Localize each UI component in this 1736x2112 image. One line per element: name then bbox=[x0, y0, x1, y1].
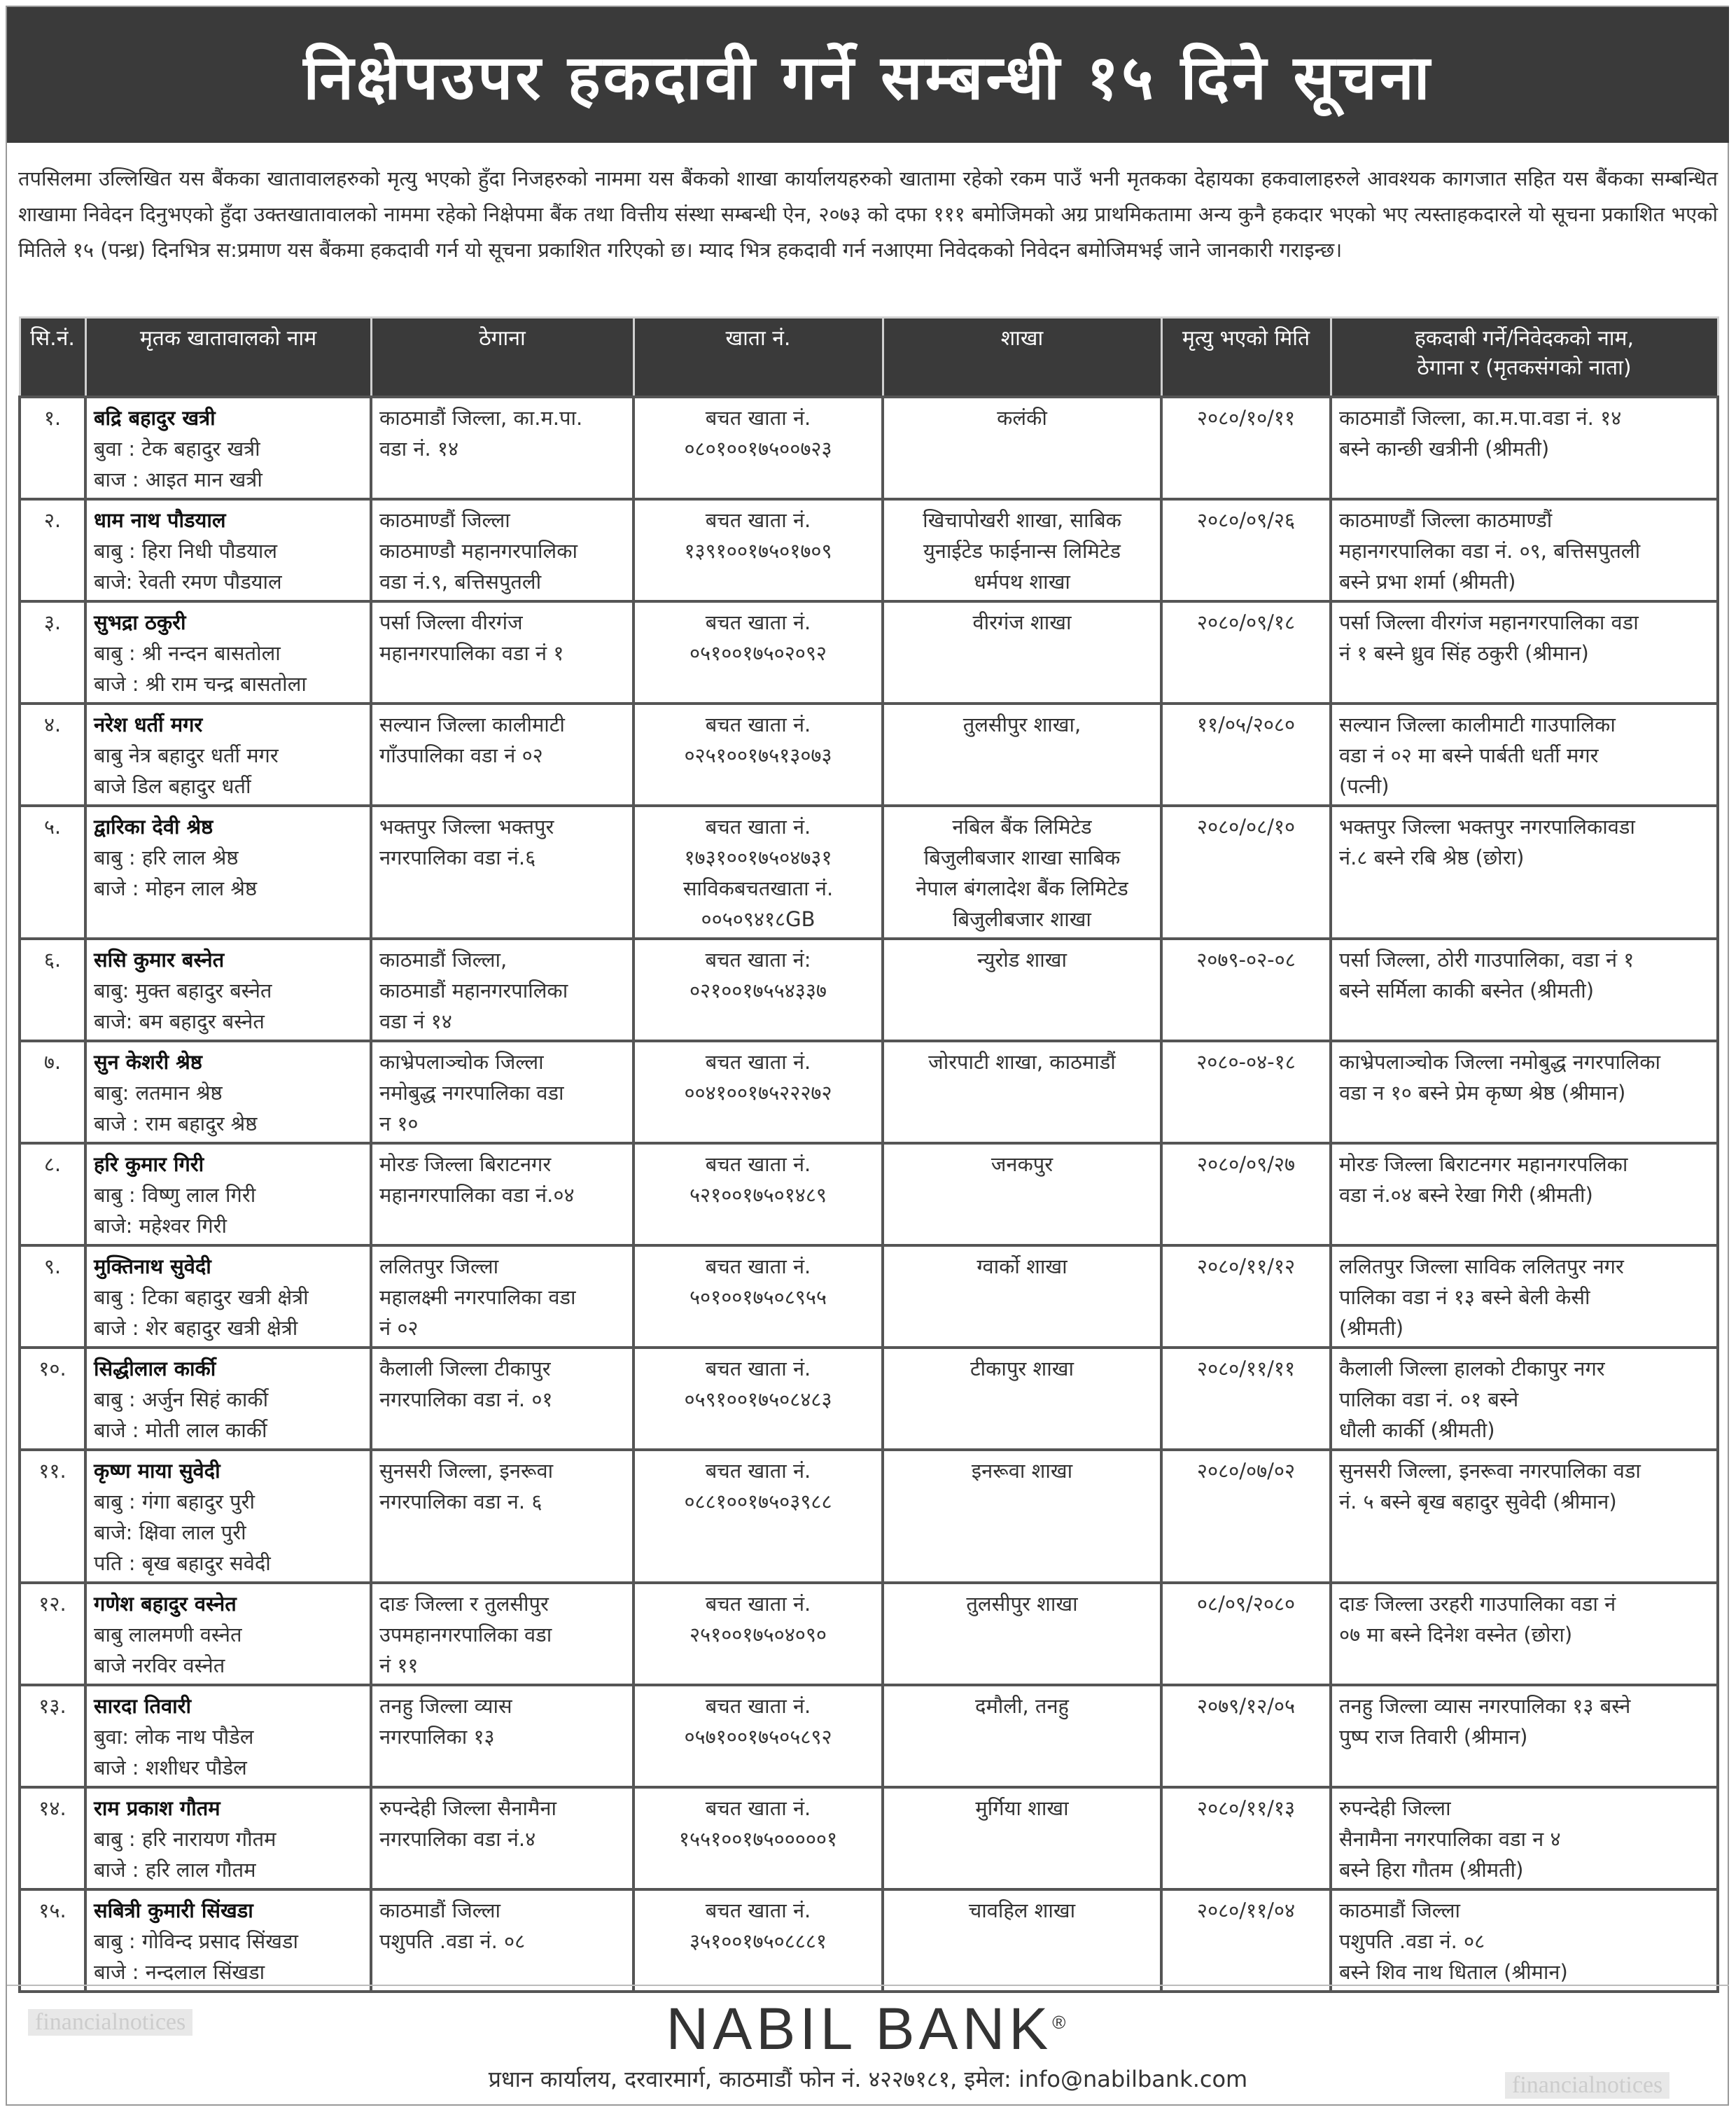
table-row bbox=[20, 601, 1718, 704]
serial-number: १५. bbox=[20, 1889, 85, 1992]
death-date-cell: ०८/०९/२०८० bbox=[1161, 1583, 1331, 1685]
account-number-cell: बचत खाता नं. ०५७१००१७५०५८९२ bbox=[634, 1685, 883, 1787]
table-row bbox=[20, 1787, 1718, 1889]
claimant-cell: पर्सा जिल्ला वीरगंज महानगरपालिका वडा नं १ बस्ने ध्रुव सिंह ठकुरी (श्रीमान) bbox=[1331, 601, 1718, 704]
deceased-name-cell bbox=[85, 499, 371, 601]
relatives: बाबु: लतमान श्रेष्ठ बाजे : राम बहादुर श्रेष्ठ bbox=[94, 1081, 258, 1135]
deceased-name-cell bbox=[85, 939, 371, 1041]
relatives: बाबु : अर्जुन सिहं कार्की बाजे : मोती लाल कार्की bbox=[94, 1387, 269, 1442]
branch-cell: मुर्गिया शाखा bbox=[883, 1787, 1161, 1889]
header-serial: सि.नं. bbox=[20, 318, 85, 398]
branch-cell: वीरगंज शाखा bbox=[883, 601, 1161, 704]
table-row bbox=[20, 1348, 1718, 1450]
relatives: बाबु : हरि नारायण गौतम बाजे : हरि लाल गौतम bbox=[94, 1827, 276, 1882]
death-date-cell: २०८०/११/१२ bbox=[1161, 1245, 1331, 1348]
deceased-name-cell bbox=[85, 1787, 371, 1889]
death-date-cell: २०८०-०४-१८ bbox=[1161, 1041, 1331, 1143]
address-cell: काठमाडौं जिल्ला पशुपति .वडा नं. ०८ bbox=[371, 1889, 634, 1992]
branch-cell: चावहिल शाखा bbox=[883, 1889, 1161, 1992]
serial-number: १३. bbox=[20, 1685, 85, 1787]
address-cell: सल्यान जिल्ला कालीमाटी गाँउपालिका वडा नं ०२ bbox=[371, 704, 634, 806]
table-row bbox=[20, 1245, 1718, 1348]
deceased-name-cell bbox=[85, 1450, 371, 1583]
serial-number: ४. bbox=[20, 704, 85, 806]
relatives: बाबु : श्री नन्दन बासतोला बाजे : श्री राम चन्द्र बासतोला bbox=[94, 641, 307, 696]
serial-number: ७. bbox=[20, 1041, 85, 1143]
address-cell: रुपन्देही जिल्ला सैनामैना नगरपालिका वडा नं.४ bbox=[371, 1787, 634, 1889]
branch-cell: ग्वार्को शाखा bbox=[883, 1245, 1161, 1348]
death-date-cell: २०८०/०९/१८ bbox=[1161, 601, 1331, 704]
claimant-cell: भक्तपुर जिल्ला भक्तपुर नगरपालिकावडा नं.८ बस्ने रबि श्रेष्ठ (छोरा) bbox=[1331, 806, 1718, 939]
branch-cell: जोरपाटी शाखा, काठमाडौं bbox=[883, 1041, 1161, 1143]
deceased-name-cell bbox=[85, 1889, 371, 1992]
relatives: बाबु : टिका बहादुर खत्री क्षेत्री बाजे : शेर बहादुर खत्री क्षेत्री bbox=[94, 1285, 309, 1340]
deceased-name: सिद्धीलाल कार्की bbox=[94, 1357, 216, 1380]
deceased-name: सुन केशरी श्रेष्ठ bbox=[94, 1050, 202, 1074]
table-row bbox=[20, 1889, 1718, 1992]
claimant-cell: दाङ जिल्ला उरहरी गाउपालिका वडा नं ०७ मा बस्ने दिनेश वस्नेत (छोरा) bbox=[1331, 1583, 1718, 1685]
claimant-cell: सुनसरी जिल्ला, इनरूवा नगरपालिका वडा नं. ५ बस्ने बृख बहादुर सुवेदी (श्रीमान) bbox=[1331, 1450, 1718, 1583]
header-branch: शाखा bbox=[883, 318, 1161, 398]
table-row bbox=[20, 1143, 1718, 1245]
relatives: बुवा: लोक नाथ पौडेल बाजे : शशीधर पौडेल bbox=[94, 1725, 254, 1779]
relatives: बाबु : हिरा निधी पौडयाल बाजे: रेवती रमण पौडयाल bbox=[94, 539, 282, 594]
registered-mark: ® bbox=[1052, 2012, 1070, 2033]
deceased-name: राम प्रकाश गौतम bbox=[94, 1796, 220, 1820]
deceased-name: गणेश बहादुर वस्नेत bbox=[94, 1592, 237, 1616]
deceased-name-cell bbox=[85, 1685, 371, 1787]
serial-number: ११. bbox=[20, 1450, 85, 1583]
relatives: बाबु : विष्णु लाल गिरी बाजे: महेश्वर गिरी bbox=[94, 1183, 256, 1238]
branch-cell: दमौली, तनहु bbox=[883, 1685, 1161, 1787]
intro-paragraph: तपसिलमा उल्लिखित यस बैंकका खातावालहरुको मृत्यु भएको हुँदा निजहरुको नाममा यस बैंकको शाखा कार्यालयहरुको खातामा रहेको रकम पाउँ भनी मृतकका देहायका हकवालाहरुले आवश्यक कागजात सहित यस बैंकका सम्बन्धित शाखामा निवेदन दिनुभएको हुँदा उक्तखातावालको नाममा रहेको निक्षेपमा बैंक तथा वित्तीय संस्था सम्बन्धी ऐन, २०७३ को दफा १११ बमोजिमको अग्र प्राथमिकतामा अन्य कुनै हकदार भएको भए त्यस्ताहकदारले यो सूचना प्रकाशित भएको मितिले १५ (पन्ध्र) दिनभित्र स:प्रमाण यस बैंकमा हकदावी गर्न यो सूचना प्रकाशित गरिएको छ। म्याद भित्र हकदावी गर्न नआएमा निवेदकको निवेदन बमोजिमभई जाने जानकारी गराइन्छ। bbox=[18, 167, 1718, 262]
footer-divider bbox=[7, 1985, 1729, 1986]
claimant-cell: कैलाली जिल्ला हालको टीकापुर नगर पालिका वडा नं. ०१ बस्ने धौली कार्की (श्रीमती) bbox=[1331, 1348, 1718, 1450]
account-number-cell: बचत खाता नं. ५०१००१७५०८९५५ bbox=[634, 1245, 883, 1348]
claimant-cell: काठमाडौं जिल्ला, का.म.पा.वडा नं. १४ बस्ने कान्छी खत्रीनी (श्रीमती) bbox=[1331, 397, 1718, 499]
deceased-name: द्वारिका देवी श्रेष्ठ bbox=[94, 815, 214, 839]
watermark: financialnotices bbox=[28, 2009, 192, 2036]
account-number-cell: बचत खाता नं. ००४१००१७५२२२७२ bbox=[634, 1041, 883, 1143]
account-number-cell: बचत खाता नं. ०८८१००१७५०३९८८ bbox=[634, 1450, 883, 1583]
deceased-name-cell bbox=[85, 1583, 371, 1685]
nabil-bank-logo bbox=[0, 1995, 1736, 2063]
death-date-cell: २०८०/०७/०२ bbox=[1161, 1450, 1331, 1583]
deceased-name-cell bbox=[85, 1041, 371, 1143]
address-cell: काठमाडौं जिल्ला, का.म.पा. वडा नं. १४ bbox=[371, 397, 634, 499]
relatives: बाबु : गंगा बहादुर पुरी बाजे: क्षिवा लाल पुरी पति : बृख बहादुर सवेदी bbox=[94, 1490, 271, 1575]
deceased-name-cell bbox=[85, 397, 371, 499]
header-death-date: मृत्यु भएको मिति bbox=[1161, 318, 1331, 398]
deceased-name: सबित्री कुमारी सिंखडा bbox=[94, 1898, 253, 1922]
death-date-cell: २०८०/०९/२६ bbox=[1161, 499, 1331, 601]
address-cell: भक्तपुर जिल्ला भक्तपुर नगरपालिका वडा नं.६ bbox=[371, 806, 634, 939]
deceased-name: धाम नाथ पौडयाल bbox=[94, 508, 226, 532]
death-date-cell: २०८०/११/११ bbox=[1161, 1348, 1331, 1450]
address-cell: काठमाण्डौं जिल्ला काठमाण्डौ महानगरपालिका वडा नं.९, बत्तिसपुतली bbox=[371, 499, 634, 601]
table-row bbox=[20, 939, 1718, 1041]
account-number-cell: बचत खाता नं. ५२१००१७५०१४८९ bbox=[634, 1143, 883, 1245]
deceased-name-cell bbox=[85, 1245, 371, 1348]
relatives: बाबु : हरि लाल श्रेष्ठ बाजे : मोहन लाल श्रेष्ठ bbox=[94, 846, 258, 900]
header-deceased-name: मृतक खातावालको नाम bbox=[85, 318, 371, 398]
address-cell: पर्सा जिल्ला वीरगंज महानगरपालिका वडा नं १ bbox=[371, 601, 634, 704]
table-row bbox=[20, 397, 1718, 499]
relatives: बाबु लालमणी वस्नेत बाजे नरविर वस्नेत bbox=[94, 1623, 242, 1677]
table-header-row bbox=[20, 318, 1718, 398]
deceased-name: हरि कुमार गिरी bbox=[94, 1152, 204, 1176]
deceased-name: सुभद्रा ठकुरी bbox=[94, 610, 186, 634]
table-row bbox=[20, 1450, 1718, 1583]
table-row bbox=[20, 1685, 1718, 1787]
serial-number: २. bbox=[20, 499, 85, 601]
address-cell: मोरङ जिल्ला बिराटनगर महानगरपालिका वडा नं.०४ bbox=[371, 1143, 634, 1245]
address-cell: सुनसरी जिल्ला, इनरूवा नगरपालिका वडा न. ६ bbox=[371, 1450, 634, 1583]
deceased-name: बद्रि बहादुर खत्री bbox=[94, 406, 216, 430]
serial-number: १०. bbox=[20, 1348, 85, 1450]
branch-cell: कलंकी bbox=[883, 397, 1161, 499]
death-date-cell: २०८०/११/०४ bbox=[1161, 1889, 1331, 1992]
account-number-cell: बचत खाता नं. ०५९१००१७५०८४८३ bbox=[634, 1348, 883, 1450]
serial-number: ६. bbox=[20, 939, 85, 1041]
serial-number: १४. bbox=[20, 1787, 85, 1889]
address-cell: कैलाली जिल्ला टीकापुर नगरपालिका वडा नं. ०१ bbox=[371, 1348, 634, 1450]
watermark: financialnotices bbox=[1505, 2072, 1670, 2099]
account-number-cell: बचत खाता नं. ०५१००१७५०२०९२ bbox=[634, 601, 883, 704]
claimant-cell: मोरङ जिल्ला बिराटनगर महानगरपलिका वडा नं.०४ बस्ने रेखा गिरी (श्रीमती) bbox=[1331, 1143, 1718, 1245]
deceased-name-cell bbox=[85, 1143, 371, 1245]
claimant-cell: तनहु जिल्ला व्यास नगरपालिका १३ बस्ने पुष्प राज तिवारी (श्रीमान) bbox=[1331, 1685, 1718, 1787]
death-date-cell: २०८०/०९/२७ bbox=[1161, 1143, 1331, 1245]
account-number-cell: बचत खाता नं: ०२१००१७५५४३३७ bbox=[634, 939, 883, 1041]
serial-number: ५. bbox=[20, 806, 85, 939]
death-date-cell: २०७९-०२-०८ bbox=[1161, 939, 1331, 1041]
relatives: बुवा : टेक बहादुर खत्री बाज : आइत मान खत्री bbox=[94, 437, 262, 491]
death-date-cell: २०८०/१०/११ bbox=[1161, 397, 1331, 499]
claimant-cell: सल्यान जिल्ला कालीमाटी गाउपालिका वडा नं ०२ मा बस्ने पार्बती धर्ती मगर (पत्नी) bbox=[1331, 704, 1718, 806]
title-band bbox=[7, 7, 1729, 143]
branch-cell: टीकापुर शाखा bbox=[883, 1348, 1161, 1450]
header-address: ठेगाना bbox=[371, 318, 634, 398]
claimants-table bbox=[18, 316, 1719, 1993]
deceased-name: ससि कुमार बस्नेत bbox=[94, 948, 225, 972]
table-row bbox=[20, 499, 1718, 601]
serial-number: ९. bbox=[20, 1245, 85, 1348]
address-cell: दाङ जिल्ला र तुलसीपुर उपमहानगरपालिका वडा नं ११ bbox=[371, 1583, 634, 1685]
death-date-cell: २०७९/१२/०५ bbox=[1161, 1685, 1331, 1787]
death-date-cell: २०८०/०८/१० bbox=[1161, 806, 1331, 939]
serial-number: १२. bbox=[20, 1583, 85, 1685]
deceased-name-cell bbox=[85, 806, 371, 939]
deceased-name-cell bbox=[85, 601, 371, 704]
branch-cell: खिचापोखरी शाखा, साबिक युनाईटेड फाईनान्स लिमिटेड धर्मपथ शाखा bbox=[883, 499, 1161, 601]
branch-cell: तुलसीपुर शाखा bbox=[883, 1583, 1161, 1685]
address-cell: ललितपुर जिल्ला महालक्ष्मी नगरपालिका वडा नं ०२ bbox=[371, 1245, 634, 1348]
deceased-name: नरेश धर्ती मगर bbox=[94, 713, 203, 736]
notice-title: निक्षेपउपर हकदावी गर्ने सम्बन्धी १५ दिने सूचना bbox=[303, 41, 1433, 113]
header-account-no: खाता नं. bbox=[634, 318, 883, 398]
table-row bbox=[20, 806, 1718, 939]
serial-number: १. bbox=[20, 397, 85, 499]
account-number-cell: बचत खाता नं. १३९१००१७५०१७०९ bbox=[634, 499, 883, 601]
serial-number: ३. bbox=[20, 601, 85, 704]
header-claimant: हकदाबी गर्ने/निवेदकको नाम, ठेगाना र (मृतकसंगको नाता) bbox=[1331, 318, 1718, 398]
head-office-address: प्रधान कार्यालय, दरवारमार्ग, काठमाडौं फोन नं. ४२२७१८१, इमेल: info@nabilbank.com bbox=[488, 2066, 1248, 2092]
logo-text: NABIL BANK bbox=[666, 1996, 1053, 2062]
account-number-cell: बचत खाता नं. २५१००१७५०४०९० bbox=[634, 1583, 883, 1685]
branch-cell: जनकपुर bbox=[883, 1143, 1161, 1245]
table-row bbox=[20, 1583, 1718, 1685]
relatives: बाबु: मुक्त बहादुर बस्नेत बाजे: बम बहादुर बस्नेत bbox=[94, 979, 272, 1033]
address-cell: तनहु जिल्ला व्यास नगरपालिका १३ bbox=[371, 1685, 634, 1787]
account-number-cell: बचत खाता नं. ०८०१००१७५००७२३ bbox=[634, 397, 883, 499]
claimant-cell: काठमाण्डौं जिल्ला काठमाण्डौं महानगरपालिका वडा नं. ०९, बत्तिसपुतली बस्ने प्रभा शर्मा (श्रीमती) bbox=[1331, 499, 1718, 601]
table-row bbox=[20, 704, 1718, 806]
table-row bbox=[20, 1041, 1718, 1143]
deceased-name: कृष्ण माया सुवेदी bbox=[94, 1459, 220, 1483]
account-number-cell: बचत खाता नं. १५५१००१७५०००००१ bbox=[634, 1787, 883, 1889]
address-cell: काठमाडौं जिल्ला, काठमाडौं महानगरपालिका वडा नं १४ bbox=[371, 939, 634, 1041]
account-number-cell: बचत खाता नं. ३५१००१७५०८८८१ bbox=[634, 1889, 883, 1992]
branch-cell: न्युरोड शाखा bbox=[883, 939, 1161, 1041]
deceased-name: सारदा तिवारी bbox=[94, 1694, 192, 1718]
deceased-name: मुक्तिनाथ सुवेदी bbox=[94, 1254, 211, 1278]
claimant-cell: रुपन्देही जिल्ला सैनामैना नगरपालिका वडा न ४ बस्ने हिरा गौतम (श्रीमती) bbox=[1331, 1787, 1718, 1889]
claimant-cell: ललितपुर जिल्ला साविक ललितपुर नगर पालिका वडा नं १३ बस्ने बेली केसी (श्रीमती) bbox=[1331, 1245, 1718, 1348]
serial-number: ८. bbox=[20, 1143, 85, 1245]
relatives: बाबु : गोविन्द प्रसाद सिंखडा बाजे : नन्दलाल सिंखडा bbox=[94, 1929, 298, 1984]
branch-cell: तुलसीपुर शाखा, bbox=[883, 704, 1161, 806]
claimant-cell: काभ्रेपलाञ्चोक जिल्ला नमोबुद्ध नगरपालिका वडा न १० बस्ने प्रेम कृष्ण श्रेष्ठ (श्रीमान) bbox=[1331, 1041, 1718, 1143]
claimant-cell: काठमाडौं जिल्ला पशुपति .वडा नं. ०८ बस्ने शिव नाथ धिताल (श्रीमान) bbox=[1331, 1889, 1718, 1992]
deceased-name-cell bbox=[85, 704, 371, 806]
branch-cell: नबिल बैंक लिमिटेड बिजुलीबजार शाखा साबिक नेपाल बंगलादेश बैंक लिमिटेड बिजुलीबजार शाखा bbox=[883, 806, 1161, 939]
account-number-cell: बचत खाता नं. १७३१००१७५०४७३१ साविकबचतखाता नं. ००५०९४१८GB bbox=[634, 806, 883, 939]
claimant-cell: पर्सा जिल्ला, ठोरी गाउपालिका, वडा नं १ बस्ने सर्मिला काकी बस्नेत (श्रीमती) bbox=[1331, 939, 1718, 1041]
address-cell: काभ्रेपलाञ्चोक जिल्ला नमोबुद्ध नगरपालिका वडा न १० bbox=[371, 1041, 634, 1143]
relatives: बाबु नेत्र बहादुर धर्ती मगर बाजे डिल बहादुर धर्ती bbox=[94, 743, 279, 798]
death-date-cell: ११/०५/२०८० bbox=[1161, 704, 1331, 806]
deceased-name-cell bbox=[85, 1348, 371, 1450]
branch-cell: इनरूवा शाखा bbox=[883, 1450, 1161, 1583]
death-date-cell: २०८०/११/१३ bbox=[1161, 1787, 1331, 1889]
account-number-cell: बचत खाता नं. ०२५१००१७५१३०७३ bbox=[634, 704, 883, 806]
